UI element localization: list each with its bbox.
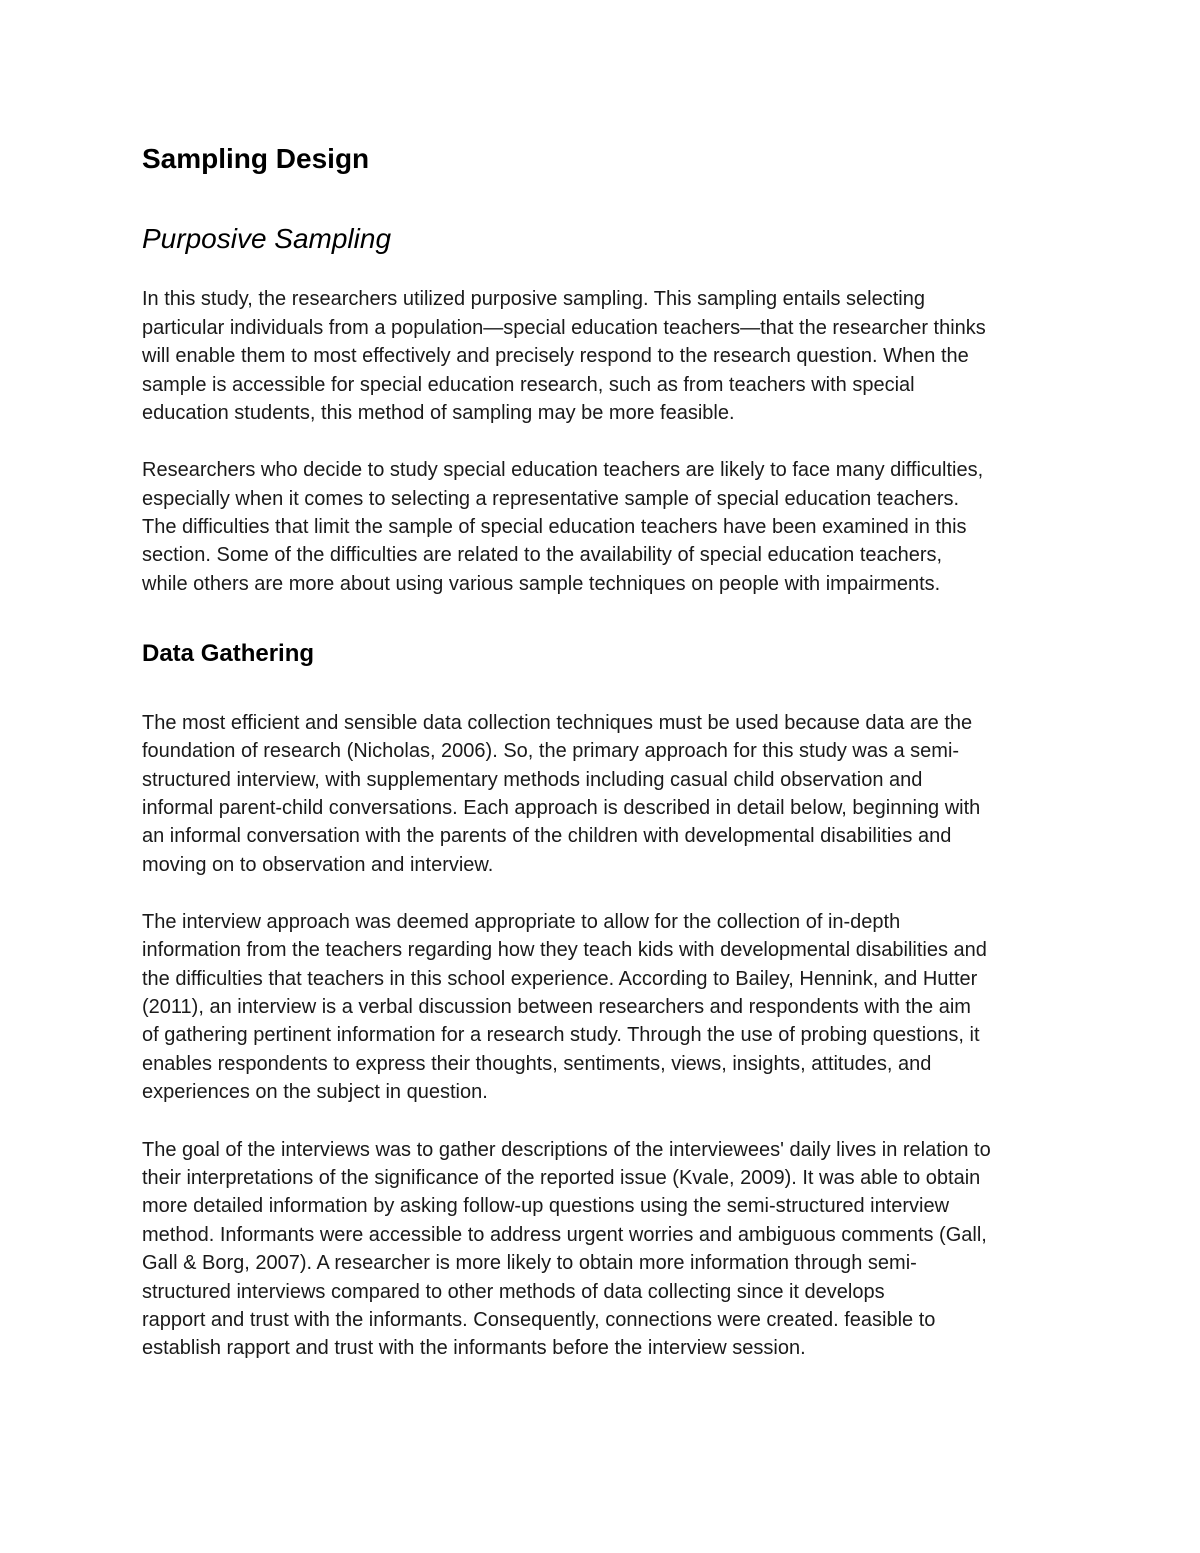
paragraph-line: especially when it comes to selecting a representative sample of special education teachers. (142, 488, 960, 510)
paragraph-line: particular individuals from a population—special education teachers—that the researcher thinks (142, 317, 986, 339)
paragraph-line: In this study, the researchers utilized purposive sampling. This sampling entails selecting (142, 288, 925, 310)
paragraph-line: structured interviews compared to other methods of data collecting since it develops (142, 1281, 885, 1303)
paragraph-line: while others are more about using various sample techniques on people with impairments. (142, 573, 941, 595)
paragraph-line: The interview approach was deemed appropriate to allow for the collection of in-depth (142, 911, 901, 933)
paragraph-line: their interpretations of the significance of the reported issue (Kvale, 2009). It was able to obtain (142, 1167, 981, 1189)
paragraph-line: more detailed information by asking follow-up questions using the semi-structured interview (142, 1195, 950, 1217)
paragraph-line: sample is accessible for special education research, such as from teachers with special (142, 374, 915, 396)
paragraph-line: section. Some of the difficulties are related to the availability of special education teachers, (142, 544, 943, 566)
heading-sampling-design: Sampling Design (142, 143, 370, 174)
paragraph-line: establish rapport and trust with the informants before the interview session. (142, 1337, 806, 1359)
paragraph-line: experiences on the subject in question. (142, 1081, 488, 1103)
paragraph-line: an informal conversation with the parents of the children with developmental disabilities and (142, 825, 952, 847)
paragraph-line: the difficulties that teachers in this school experience. According to Bailey, Hennink, and Hutter (142, 968, 978, 990)
paragraph-line: rapport and trust with the informants. Consequently, connections were created. feasible to (142, 1309, 936, 1331)
paragraph-line: education students, this method of sampling may be more feasible. (142, 402, 735, 424)
paragraph-line: enables respondents to express their thoughts, sentiments, views, insights, attitudes, and (142, 1053, 932, 1075)
paragraph-line: of gathering pertinent information for a research study. Through the use of probing questions, it (142, 1024, 980, 1046)
paragraph-line: moving on to observation and interview. (142, 854, 494, 876)
paragraph-line: Gall & Borg, 2007). A researcher is more likely to obtain more information through semi- (142, 1252, 917, 1274)
paragraph-line: information from the teachers regarding how they teach kids with developmental disabilities and (142, 939, 987, 961)
paragraph-line: will enable them to most effectively and precisely respond to the research question. When the (142, 345, 969, 367)
paragraph-line: Researchers who decide to study special education teachers are likely to face many difficulties, (142, 459, 984, 481)
paragraph-line: The goal of the interviews was to gather descriptions of the interviewees' daily lives in relation to (142, 1139, 991, 1161)
paragraph-line: (2011), an interview is a verbal discussion between researchers and respondents with the aim (142, 996, 971, 1018)
heading-data-gathering: Data Gathering (142, 640, 315, 667)
paragraph-line: foundation of research (Nicholas, 2006). So, the primary approach for this study was a semi- (142, 740, 960, 762)
heading-purposive-sampling: Purposive Sampling (142, 223, 392, 254)
paragraph-line: structured interview, with supplementary methods including casual child observation and (142, 769, 923, 791)
paragraph-line: method. Informants were accessible to address urgent worries and ambiguous comments (Gall, (142, 1224, 987, 1246)
paragraph-line: informal parent-child conversations. Each approach is described in detail below, beginning with (142, 797, 981, 819)
paragraph-line: The difficulties that limit the sample of special education teachers have been examined in this (142, 516, 967, 538)
paragraph-line: The most efficient and sensible data collection techniques must be used because data are the (142, 712, 973, 734)
